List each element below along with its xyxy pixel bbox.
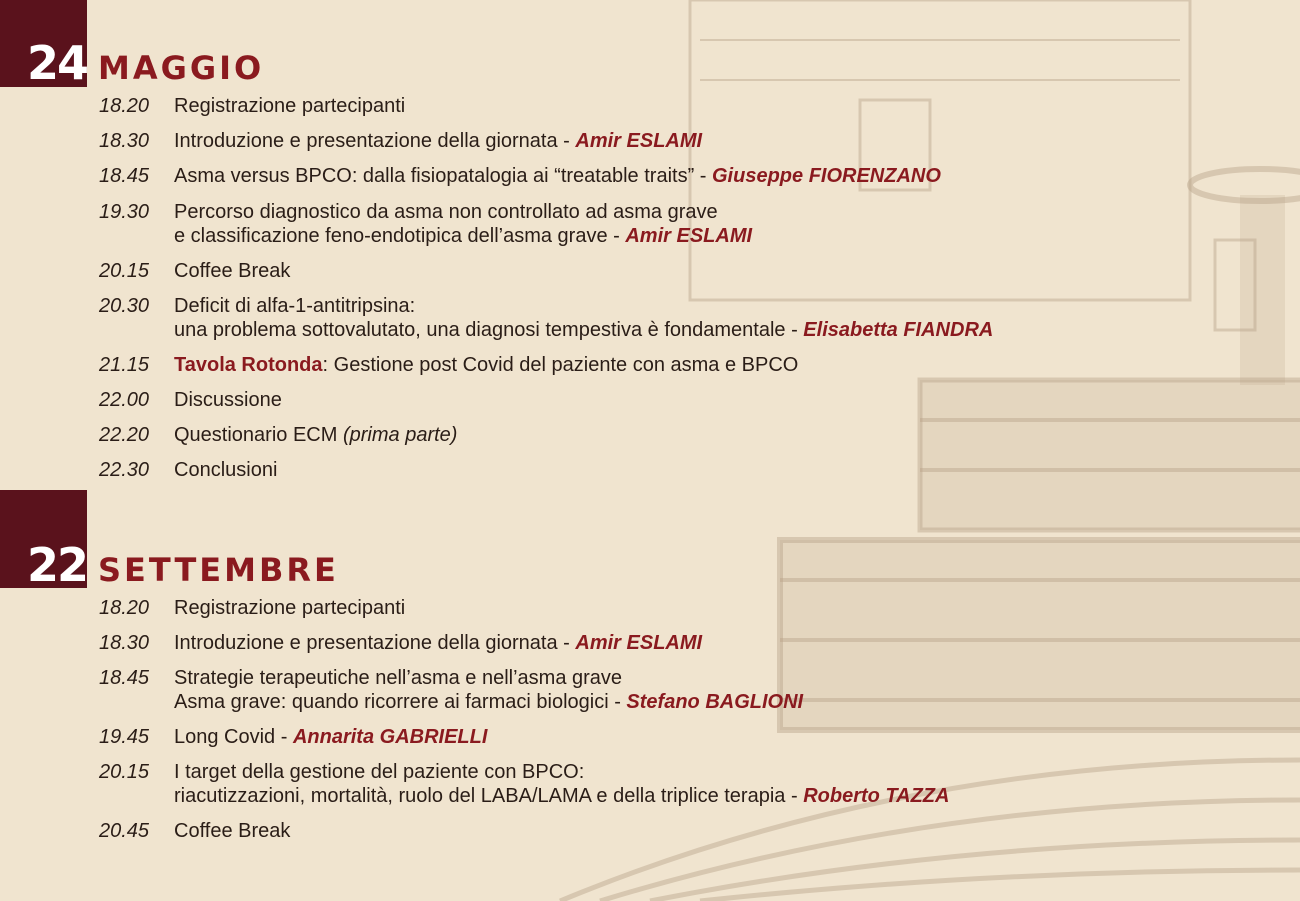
item-title: Coffee Break: [174, 260, 291, 282]
item-time: 20.15: [99, 761, 150, 783]
item-title: I target della gestione del paziente con BPCO:: [174, 761, 585, 783]
item-time: 20.30: [99, 295, 150, 317]
speaker-name: Giuseppe FIORENZANO: [712, 165, 941, 187]
item-time: 19.45: [99, 726, 150, 748]
speaker-name: Annarita GABRIELLI: [292, 726, 488, 748]
month-heading: SETTEMBRE: [98, 551, 339, 589]
day-number: 24: [27, 36, 88, 90]
item-title: Asma versus BPCO: dalla fisiopatalogia ai “treatable traits” - Giuseppe FIORENZANO: [174, 165, 941, 187]
item-time: 18.30: [99, 130, 150, 152]
item-time: 20.15: [99, 260, 150, 282]
item-title: Questionario ECM (prima parte): [174, 424, 458, 446]
item-time: 18.45: [99, 667, 150, 689]
item-title-line2: una problema sottovalutato, una diagnosi tempestiva è fondamentale - Elisabetta FIANDRA: [174, 319, 994, 341]
item-title: Introduzione e presentazione della giornata - Amir ESLAMI: [174, 632, 703, 654]
speaker-name: Elisabetta FIANDRA: [803, 319, 994, 341]
month-heading: MAGGIO: [98, 49, 265, 87]
item-time: 18.20: [99, 597, 150, 619]
item-title: Conclusioni: [174, 459, 278, 481]
speaker-name: Stefano BAGLIONI: [626, 691, 804, 713]
speaker-name: Amir ESLAMI: [575, 632, 703, 654]
item-title: Percorso diagnostico da asma non controllato ad asma grave: [174, 201, 718, 223]
item-title: Long Covid - Annarita GABRIELLI: [174, 726, 488, 748]
item-title-line2: Asma grave: quando ricorrere ai farmaci biologici - Stefano BAGLIONI: [174, 691, 804, 713]
speaker-name: Amir ESLAMI: [625, 225, 753, 247]
item-title: Discussione: [174, 389, 282, 411]
item-title: Coffee Break: [174, 820, 291, 842]
item-title: Introduzione e presentazione della giornata - Amir ESLAMI: [174, 130, 703, 152]
item-title: Registrazione partecipanti: [174, 95, 406, 117]
item-title: Tavola Rotonda: Gestione post Covid del paziente con asma e BPCO: [174, 354, 799, 376]
item-time: 22.20: [99, 424, 150, 446]
item-title: Deficit di alfa-1-antitripsina:: [174, 295, 416, 317]
item-time: 22.30: [99, 459, 150, 481]
item-note: (prima parte): [342, 424, 458, 446]
speaker-name: Roberto TAZZA: [803, 785, 950, 807]
item-time: 18.45: [99, 165, 150, 187]
day-number: 22: [27, 538, 88, 592]
item-title-line2: riacutizzazioni, mortalità, ruolo del LABA/LAMA e della triplice terapia - Roberto TAZZA: [174, 785, 950, 807]
item-title: Registrazione partecipanti: [174, 597, 406, 619]
item-time: 22.00: [99, 389, 150, 411]
item-time: 19.30: [99, 201, 150, 223]
item-title-line2: e classificazione feno-endotipica dell’asma grave - Amir ESLAMI: [174, 225, 753, 247]
item-title: Strategie terapeutiche nell’asma e nell’asma grave: [174, 667, 623, 689]
item-time: 21.15: [99, 354, 150, 376]
item-time: 18.20: [99, 95, 150, 117]
item-time: 18.30: [99, 632, 150, 654]
item-time: 20.45: [99, 820, 150, 842]
speaker-name: Amir ESLAMI: [575, 130, 703, 152]
roundtable-label: Tavola Rotonda: [174, 354, 323, 376]
